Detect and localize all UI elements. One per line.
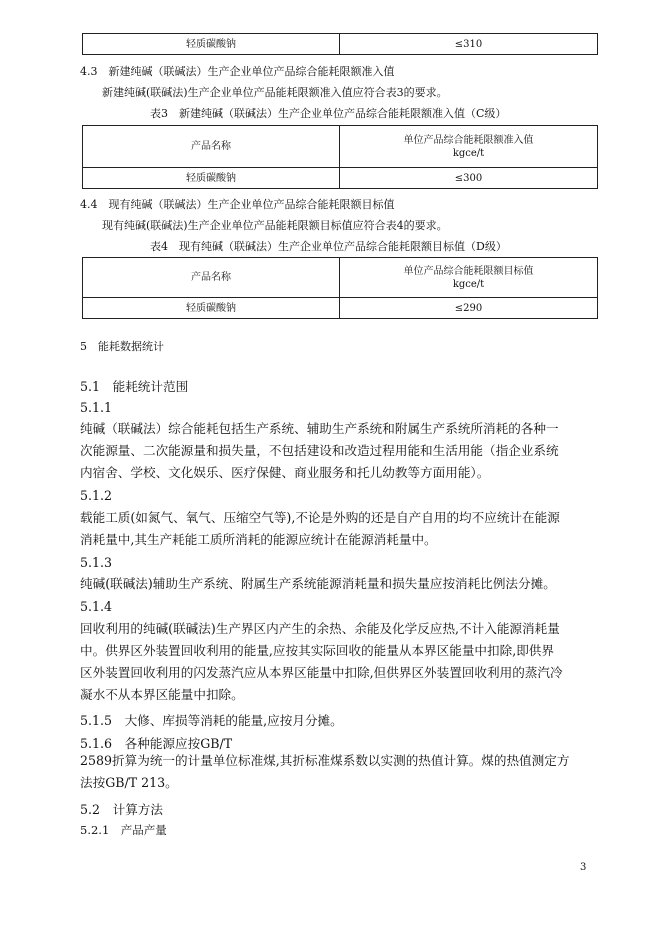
table-top: [82, 33, 598, 55]
paragraph-line: 次能源量、二次能源量和损失量，不包括建设和改造过程用能和生活用能（指企业系统: [80, 443, 559, 458]
section-5-1-5-text: 5.1.5 大修、库损等消耗的能量,应按月分摊。: [80, 713, 343, 728]
paragraph-line: 法按GB/T 213。: [80, 775, 178, 790]
header-product-name: 产品名称: [83, 126, 340, 168]
section-5-1-6-paragraph: [80, 750, 569, 794]
paragraph-line: 载能工质(如氮气、氧气、压缩空气等),不论是外购的还是自产自用的均不应统计在能源: [80, 510, 560, 525]
section-5-title: 5 能耗数据统计: [80, 340, 164, 353]
paragraph-line: 回收利用的纯碱(联碱法)生产界区内产生的余热、余能及化学反应热,不计入能源消耗量: [80, 621, 560, 636]
header-value-title: 单位产品综合能耗限额准入值: [403, 134, 534, 146]
table-4-caption: 表4 现有纯碱（联碱法）生产企业单位产品综合能耗限额目标值（D级）: [150, 240, 507, 253]
product-cell: 轻质碳酸钠: [83, 168, 340, 189]
paragraph-line: 2589折算为统一的计量单位标准煤,其折标准煤系数以实测的热值计算。煤的热值测定方: [80, 753, 570, 768]
section-5-1-6-heading: 5.1.6 各种能源应按GB/T: [80, 736, 233, 751]
section-4-4-title: 4.4 现有纯碱（联碱法）生产企业单位产品综合能耗限额目标值: [80, 198, 395, 211]
header-value-unit: kgce/t: [452, 278, 485, 290]
section-5-1-3-number: 5.1.3: [80, 555, 113, 570]
paragraph-line: 区外装置回收利用的闪发蒸汽应从本界区能量中扣除,但供界区外装置回收利用的蒸汽冷: [80, 665, 563, 680]
header-value-title: 单位产品综合能耗限额目标值: [403, 265, 534, 277]
table-3: [82, 125, 598, 189]
paragraph-line: 消耗量中,其生产耗能工质所消耗的能源应统计在能源消耗量中。: [80, 532, 437, 547]
table-row: [83, 298, 598, 319]
section-4-4-text: 现有纯碱(联碱法)生产企业单位产品能耗限额目标值应符合表4的要求。: [102, 219, 448, 232]
product-cell: 轻质碳酸钠: [83, 34, 340, 55]
section-5-1-2-paragraph: [80, 507, 560, 551]
section-5-1-4-paragraph: [80, 618, 563, 706]
header-value: [340, 258, 598, 298]
table-4: [82, 257, 598, 319]
page-number: 3: [580, 862, 587, 873]
paragraph-line: 中。供界区外装置回收利用的能量,应按其实际回收的能量从本界区能量中扣除,即供界: [80, 643, 554, 658]
section-5-1-3-paragraph: [80, 573, 556, 595]
section-5-1-1-paragraph: [80, 418, 559, 484]
product-cell: 轻质碳酸钠: [83, 298, 340, 319]
header-value: [340, 126, 598, 168]
value-cell: ≤310: [340, 34, 598, 55]
table-header-row: [83, 258, 598, 298]
section-4-3-title: 4.3 新建纯碱（联碱法）生产企业单位产品综合能耗限额准入值: [80, 65, 395, 78]
paragraph-line: 纯碱（联碱法）综合能耗包括生产系统、辅助生产系统和附属生产系统所消耗的各种一: [80, 421, 559, 436]
section-5-2-1-title: 5.2.1 产品产量: [80, 823, 167, 837]
value-cell: ≤300: [340, 168, 598, 189]
section-5-1-title: 5.1 能耗统计范围: [80, 379, 189, 394]
section-5-1-2-number: 5.1.2: [80, 488, 113, 503]
value-cell: ≤290: [340, 298, 598, 319]
paragraph-line: 凝水不从本界区能量中扣除。: [80, 687, 244, 702]
section-5-1-1-number: 5.1.1: [80, 400, 113, 415]
header-value-unit: kgce/t: [452, 147, 485, 159]
paragraph-line: 纯碱(联碱法)辅助生产系统、附属生产系统能源消耗量和损失量应按消耗比例法分摊。: [80, 576, 556, 591]
header-product-name: 产品名称: [83, 258, 340, 298]
table-row: [83, 168, 598, 189]
section-5-1-4-number: 5.1.4: [80, 599, 113, 614]
table-3-caption: 表3 新建纯碱（联碱法）生产企业单位产品综合能耗限额准入值（C级）: [150, 107, 507, 120]
section-5-2-title: 5.2 计算方法: [80, 802, 163, 817]
table-header-row: [83, 126, 598, 168]
section-4-3-text: 新建纯碱(联碱法)生产企业单位产品能耗限额准入值应符合表3的要求。: [102, 86, 448, 99]
table-row: [83, 34, 598, 55]
paragraph-line: 内宿舍、学校、文化娱乐、医疗保健、商业服务和托儿幼教等方面用能）。: [80, 465, 490, 480]
